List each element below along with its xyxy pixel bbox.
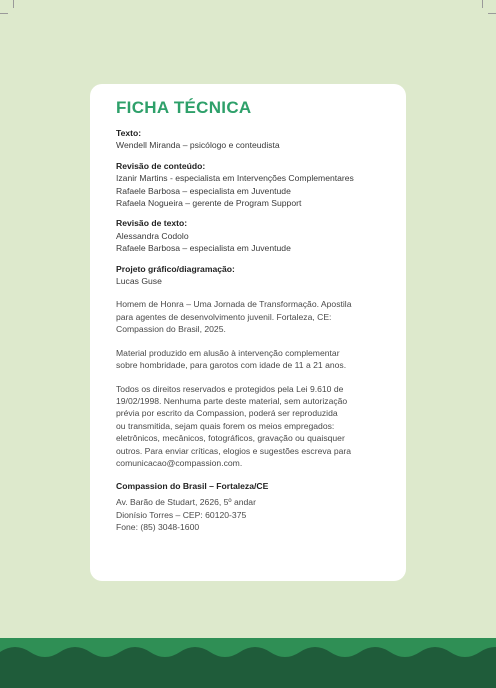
credit-line: Rafaele Barbosa – especialista em Juventude	[116, 185, 291, 196]
rights-paragraph: Todos os direitos reservados e protegidos pela Lei 9.610 de 19/02/1998. Nenhuma parte deste material, sem autorização prévia por escrito da Compassion, poderá ser reproduzida ou transmitida, sejam quais forem os meios empregados: eletrônicos, mecânicos, fotográficos, gravação ou quaisquer outros. Para enviar críticas, elogios e sugestões escreva para comunicacao@compassion.com.	[116, 383, 352, 468]
credit-label: Projeto gráfico/diagramação:	[116, 263, 235, 274]
wave-footer	[0, 638, 496, 688]
crop-mark	[488, 13, 496, 14]
organization-name: Compassion do Brasil – Fortaleza/CE	[116, 481, 269, 492]
credit-line: Wendell Miranda – psicólogo e conteudista	[116, 140, 280, 151]
credit-line: Rafaele Barbosa – especialista em Juventude	[116, 243, 291, 254]
address-line: Av. Barão de Studart, 2626, 5º andar	[116, 497, 256, 508]
organization-address	[116, 496, 392, 533]
credit-line: Izanir Martins - especialista em Intervenções Complementares	[116, 173, 354, 184]
wave-band-dark	[0, 647, 496, 688]
credit-line: Lucas Guse	[116, 276, 162, 287]
credits-card	[90, 84, 406, 581]
credit-label: Revisão de texto:	[116, 218, 188, 229]
credit-line: Rafaela Nogueira – gerente de Program Support	[116, 198, 302, 209]
credits-content	[116, 98, 392, 534]
crop-mark	[482, 0, 483, 8]
credit-content-review	[116, 160, 392, 210]
address-line: Fone: (85) 3048-1600	[116, 522, 200, 533]
purpose-paragraph: Material produzido em alusão à intervenção complementar sobre hombridade, para garotos com idade de 11 a 21 anos.	[116, 347, 347, 371]
credit-label: Texto:	[116, 128, 142, 138]
citation-paragraph: Homem de Honra – Uma Jornada de Transformação. Apostila para agentes de desenvolvimento juvenil. Fortaleza, CE: Compassion do Brasil, 2025.	[116, 299, 352, 335]
credit-line: Alessandra Codolo	[116, 230, 189, 241]
crop-mark	[0, 13, 8, 14]
address-line: Dionísio Torres – CEP: 60120-375	[116, 509, 247, 520]
credit-label: Revisão de conteúdo:	[116, 160, 206, 171]
credit-text-review	[116, 217, 392, 254]
crop-mark	[13, 0, 14, 8]
credit-design	[116, 263, 392, 288]
credit-text	[116, 127, 392, 152]
page-title: FICHA TÉCNICA	[116, 98, 252, 117]
